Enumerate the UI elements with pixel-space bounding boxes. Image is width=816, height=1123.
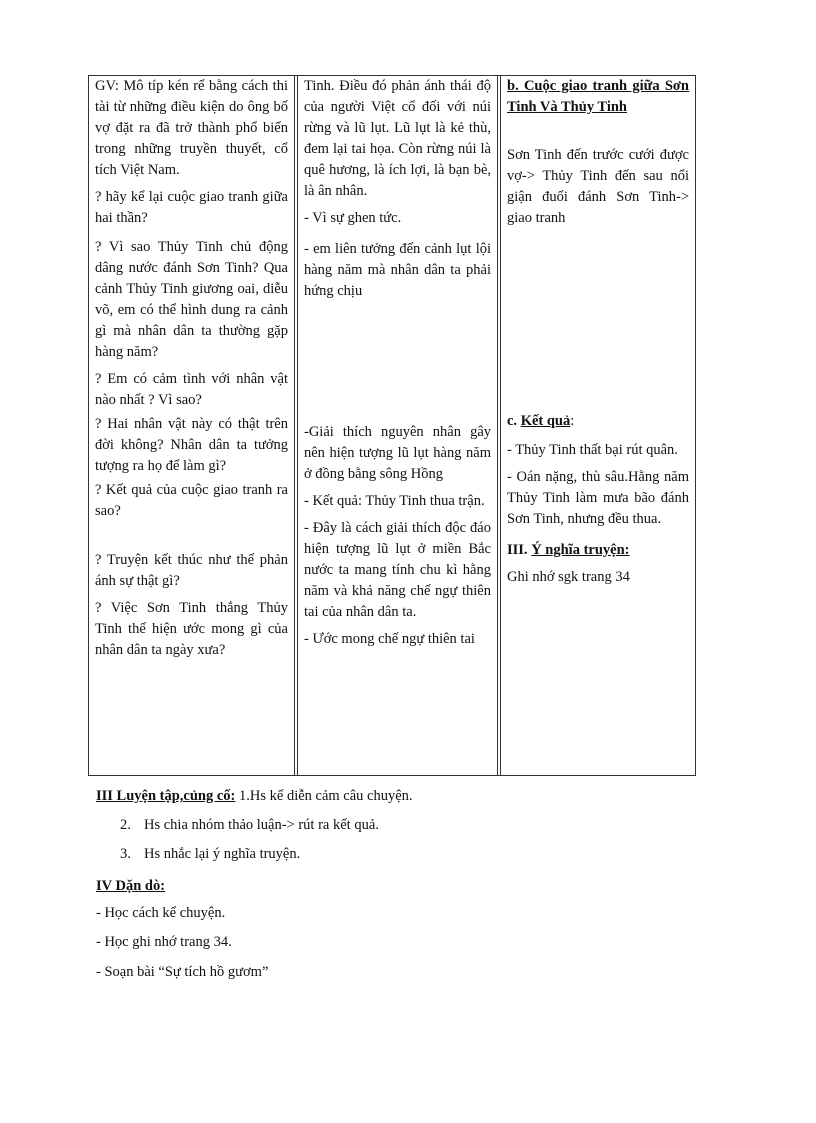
practice-line	[96, 786, 413, 807]
col1-paragraph: ? Kết quả của cuộc giao tranh ra sao?	[95, 482, 288, 519]
section-c-heading	[507, 411, 689, 432]
student-answers-column	[297, 76, 498, 775]
section-c-colon: :	[570, 413, 575, 429]
lesson-table	[88, 75, 696, 776]
section-c-item: - Oán nặng, thù sâu.Hằng năm Thủy Tinh làm mưa bão đánh Sơn Tinh, nhưng đều thua.	[507, 469, 689, 527]
section-iii-text: Ghi nhớ sgk trang 34	[507, 569, 630, 585]
practice-label: III Luyện tập,củng cố:	[96, 788, 236, 804]
col1-paragraph: ? hãy kể lại cuộc giao tranh giữa hai thần?	[95, 189, 288, 226]
col2-paragraph: Tinh. Điều đó phản ánh thái độ của người Việt cổ đối với núi rừng và lũ lụt. Lũ lụt là kẻ thù, đem lại tai họa. Còn rừng núi là quê hương, là ích lợi, là bạn bè, là ân nhân.	[304, 78, 491, 199]
col2-paragraph: -Giải thích nguyên nhân gây nên hiện tượng lũ lụt hàng năm ở đồng bằng sông Hồng	[304, 424, 491, 482]
col1-paragraph: ? Việc Sơn Tinh thắng Thủy Tinh thể hiện ước mong gì của nhân dân ta ngày xưa?	[95, 600, 288, 658]
homework-item: - Học ghi nhớ trang 34.	[96, 934, 232, 950]
section-iii-prefix: III.	[507, 542, 528, 558]
section-iii-heading	[507, 540, 689, 561]
col1-paragraph: ? Truyện kết thúc như thế phản ánh sự thật gì?	[95, 552, 288, 589]
homework-heading: IV Dặn dò:	[96, 878, 166, 894]
practice-item-1: 1.Hs kể diễn cảm câu chuyện.	[239, 788, 413, 804]
section-c-title: Kết quả	[520, 413, 571, 429]
section-c-prefix: c.	[507, 413, 518, 429]
col1-paragraph: GV: Mô típ kén rể bằng cách thi tài từ những điều kiện do ông bố vợ đặt ra đã trở thành phổ biến trong những truyền thuyết, cổ tích Việt Nam.	[95, 78, 288, 178]
col1-paragraph: ? Vì sao Thủy Tinh chủ động dâng nước đánh Sơn Tinh? Qua cảnh Thủy Tinh giương oai, diễu võ, em có thể hình dung ra cảnh gì mà nhân dân ta thường gặp hàng năm?	[95, 239, 288, 360]
content-column	[500, 76, 695, 775]
col2-paragraph: - Đây là cách giải thích độc đáo hiện tượng lũ lụt ở miền Bắc nước ta mang tính chu kì hằng năm và khả năng chế ngự thiên tai của nhân dân ta.	[304, 520, 491, 620]
section-b-heading: b. Cuộc giao tranh giữa Sơn Tinh Và Thủy Tinh	[507, 78, 689, 115]
col2-paragraph: - Vì sự ghen tức.	[304, 210, 402, 226]
practice-item-2	[120, 817, 379, 834]
practice-item-3-number: 3.	[120, 846, 131, 862]
section-b-text: Sơn Tinh đến trước cưới được vợ-> Thủy Tinh đến sau nổi giận đuổi đánh Sơn Tinh-> giao tranh	[507, 147, 689, 226]
col2-paragraph: - Ước mong chế ngự thiên tai	[304, 631, 475, 647]
col2-paragraph: - em liên tưởng đến cảnh lụt lội hàng năm mà nhân dân ta phải hứng chịu	[304, 241, 491, 299]
col1-paragraph: ? Em có cảm tình với nhân vật nào nhất ? Vì sao?	[95, 371, 288, 408]
section-c-item: - Thủy Tinh thất bại rút quân.	[507, 442, 678, 458]
teacher-questions-column	[89, 76, 295, 775]
homework-item: - Soạn bài “Sự tích hồ gươm”	[96, 964, 269, 980]
col2-paragraph: - Kết quả: Thủy Tinh thua trận.	[304, 493, 485, 509]
practice-item-3	[120, 846, 300, 863]
section-iii-title: Ý nghĩa truyện:	[531, 542, 630, 558]
practice-item-3-text: Hs nhắc lại ý nghĩa truyện.	[144, 846, 301, 862]
col1-paragraph: ? Hai nhân vật này có thật trên đời không? Nhân dân ta tưởng tượng ra họ để làm gì?	[95, 416, 288, 474]
practice-item-2-number: 2.	[120, 817, 131, 833]
homework-item: - Học cách kể chuyện.	[96, 905, 226, 921]
practice-item-2-text: Hs chia nhóm thảo luận-> rút ra kết quả.	[144, 817, 379, 833]
